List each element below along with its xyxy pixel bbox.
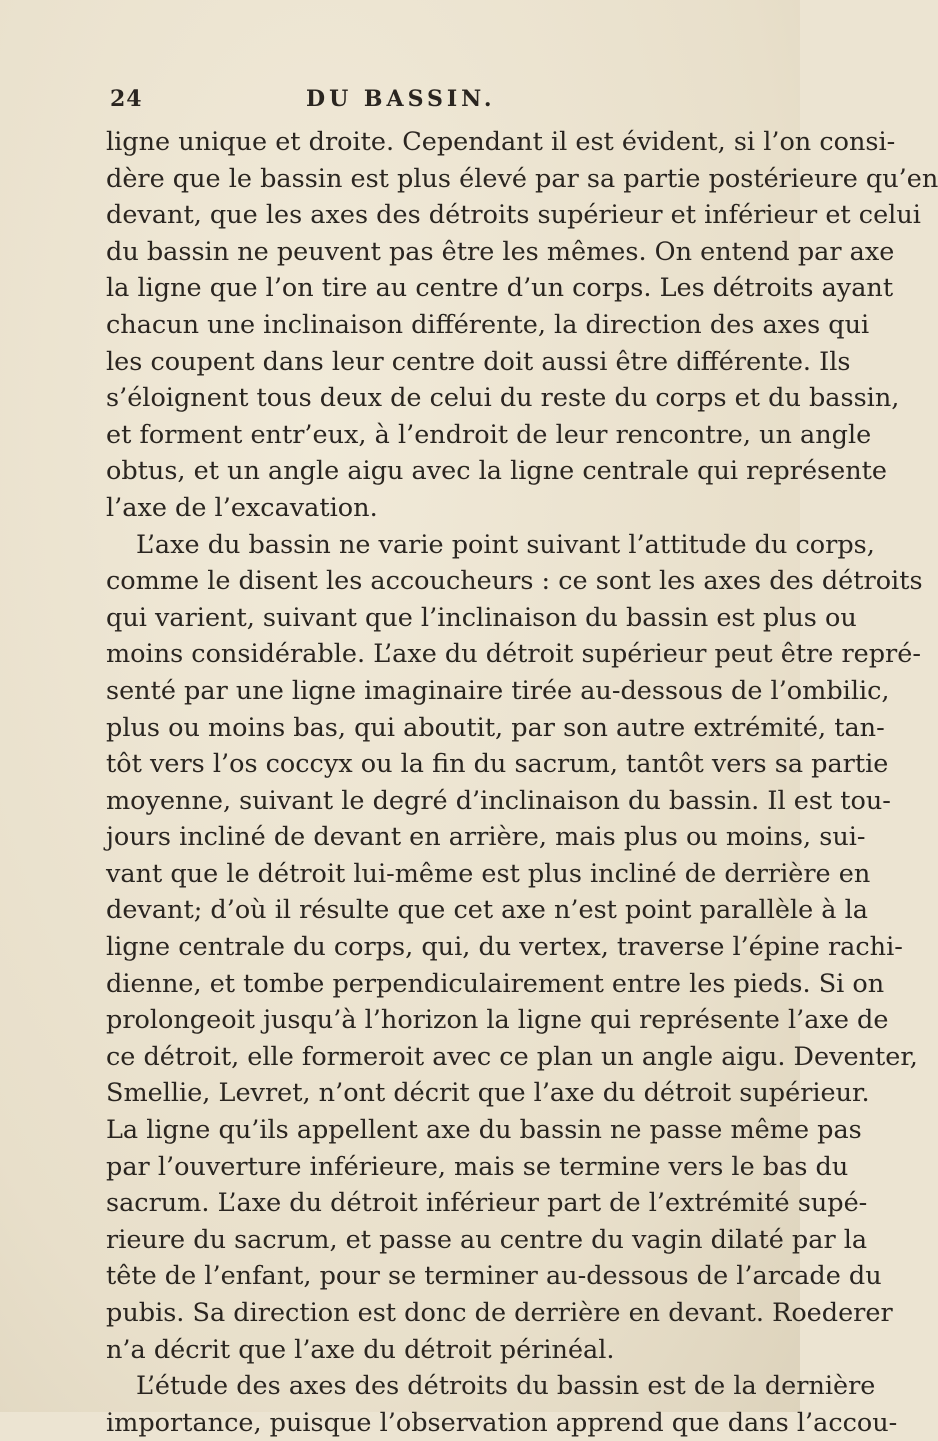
text-line: obtus, et un angle aigu avec la ligne centrale qui représente	[106, 456, 887, 487]
text-line: l’axe de l’excavation.	[106, 492, 378, 523]
paragraph-start: L’étude des axes des détroits du bassin est de la dernière	[136, 1371, 876, 1402]
text-line: prolongeoit jusqu’à l’horizon la ligne qui représente l’axe de	[106, 1005, 889, 1036]
text-line: pubis. Sa direction est donc de derrière en devant. Roederer	[106, 1298, 893, 1328]
text-line: sacrum. L’axe du détroit inférieur part de l’extrémité supé-	[106, 1188, 868, 1219]
text-line: devant; d’où il résulte que cet axe n’est point parallèle à la	[106, 895, 868, 926]
text-line: plus ou moins bas, qui aboutit, par son autre extrémité, tan-	[106, 712, 885, 743]
text-line: senté par une ligne imaginaire tirée au-dessous de l’ombilic,	[106, 675, 890, 706]
text-line: n’a décrit que l’axe du détroit périnéal.	[106, 1334, 615, 1365]
text-line: importance, puisque l’observation apprend que dans l’accou-	[106, 1407, 898, 1438]
page-number: 24	[110, 86, 143, 112]
body-text	[106, 124, 938, 1441]
text-line: tête de l’enfant, pour se terminer au-dessous de l’arcade du	[106, 1261, 882, 1292]
paragraph-start: L’axe du bassin ne varie point suivant l’attitude du corps,	[136, 529, 875, 560]
text-line: s’éloignent tous deux de celui du reste du corps et du bassin,	[106, 383, 900, 414]
text-line: moins considérable. L’axe du détroit supérieur peut être repré-	[106, 639, 921, 670]
text-line: ce détroit, elle formeroit avec ce plan un angle aigu. Deventer,	[106, 1041, 918, 1072]
text-line: ligne unique et droite. Cependant il est évident, si l’on consi-	[106, 127, 896, 157]
text-line: par l’ouverture inférieure, mais se termine vers le bas du	[106, 1151, 849, 1182]
text-line: moyenne, suivant le degré d’inclinaison du bassin. Il est tou-	[106, 785, 891, 816]
text-line: tôt vers l’os coccyx ou la fin du sacrum, tantôt vers sa partie	[106, 749, 889, 780]
text-line: comme le disent les accoucheurs : ce sont les axes des détroits	[106, 566, 923, 597]
text-line: la ligne que l’on tire au centre d’un corps. Les détroits ayant	[106, 273, 894, 304]
text-line: ligne centrale du corps, qui, du vertex, traverse l’épine rachi-	[106, 932, 903, 963]
text-line: les coupent dans leur centre doit aussi être différente. Ils	[106, 346, 851, 377]
text-line: qui varient, suivant que l’inclinaison du bassin est plus ou	[106, 602, 857, 633]
running-title: DU BASSIN.	[306, 86, 496, 112]
text-line: dère que le bassin est plus élevé par sa partie postérieure qu’en	[106, 163, 938, 194]
text-line: devant, que les axes des détroits supérieur et inférieur et celui	[106, 200, 921, 231]
text-line: dienne, et tombe perpendiculairement entre les pieds. Si on	[106, 968, 885, 999]
text-line: du bassin ne peuvent pas être les mêmes. On entend par axe	[106, 236, 895, 267]
text-line: rieure du sacrum, et passe au centre du vagin dilaté par la	[106, 1224, 868, 1255]
text-line: La ligne qu’ils appellent axe du bassin ne passe même pas	[106, 1115, 862, 1146]
text-line: jours incliné de devant en arrière, mais plus ou moins, sui-	[106, 822, 866, 853]
page-header	[110, 86, 710, 126]
text-line: Smellie, Levret, n’ont décrit que l’axe du détroit supérieur.	[106, 1078, 870, 1109]
text-line: et forment entr’eux, à l’endroit de leur rencontre, un angle	[106, 419, 872, 450]
text-line: chacun une inclinaison différente, la direction des axes qui	[106, 309, 870, 340]
text-line: vant que le détroit lui-même est plus incliné de derrière en	[106, 858, 871, 889]
